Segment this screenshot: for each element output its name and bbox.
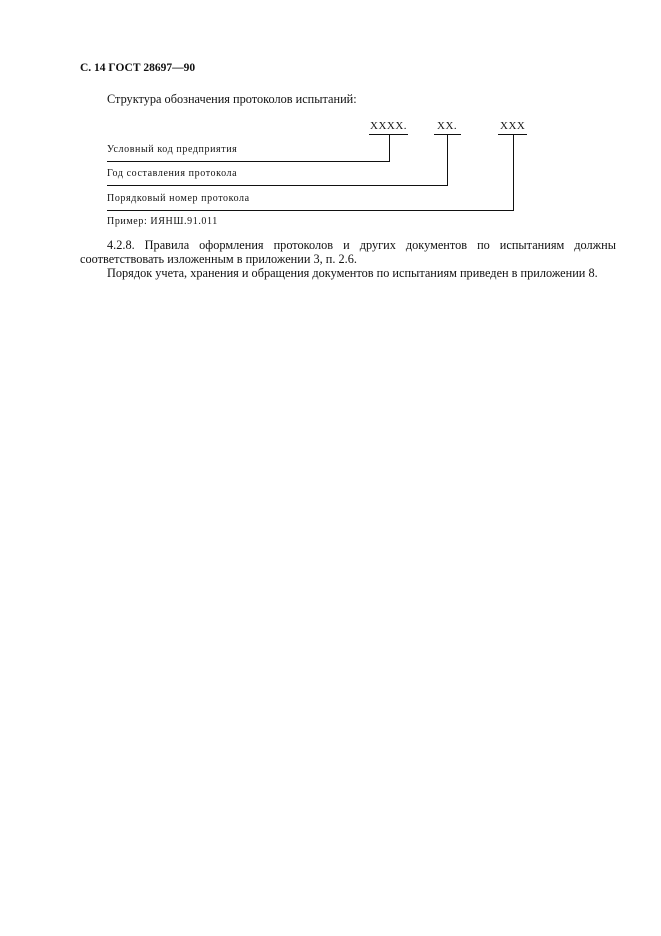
leader-year xyxy=(107,185,448,186)
code-year: XX. xyxy=(437,120,458,132)
paragraph-documents-handling: Порядок учета, хранения и обращения документов по испытаниям приведен в приложении 8. xyxy=(107,266,598,280)
example-text: Пример: ИЯНШ.91.011 xyxy=(107,216,218,227)
page-header: С. 14 ГОСТ 28697—90 xyxy=(80,62,196,74)
paragraph-4-2-8-line2: соответствовать изложенным в приложении 3, п. 2.6. xyxy=(80,252,357,266)
connector-year xyxy=(447,134,448,186)
connector-number xyxy=(513,134,514,211)
label-enterprise-code: Условный код предприятия xyxy=(107,144,238,155)
paragraph-4-2-8-line1: 4.2.8. Правила оформления протоколов и других документов по испытаниям должны xyxy=(107,238,616,252)
label-serial-number: Порядковый номер протокола xyxy=(107,193,250,204)
connector-enterprise xyxy=(389,134,390,162)
label-year: Год составления протокола xyxy=(107,168,238,179)
code-enterprise: XXXX. xyxy=(370,120,408,132)
leader-enterprise xyxy=(107,161,390,162)
code-number: XXX xyxy=(500,120,526,132)
structure-intro: Структура обозначения протоколов испытаний: xyxy=(107,92,357,106)
leader-number xyxy=(107,210,514,211)
